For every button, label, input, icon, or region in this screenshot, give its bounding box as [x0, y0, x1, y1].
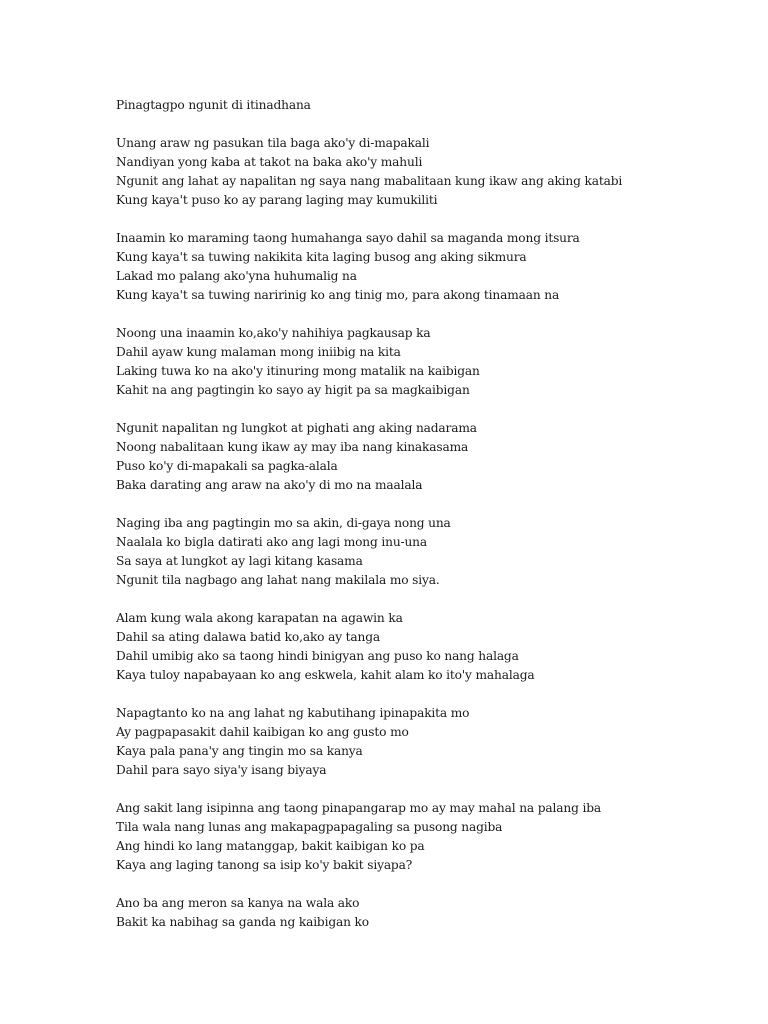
poem-line: Kaya ang laging tanong sa isip ko'y bakit siyapa? — [116, 858, 413, 872]
stanza — [116, 514, 622, 590]
stanza — [116, 134, 622, 210]
poem-line: Laking tuwa ko na ako'y itinuring mong matalik na kaibigan — [116, 364, 480, 378]
stanza — [116, 704, 622, 780]
stanza — [116, 324, 622, 400]
poem-line: Ngunit ang lahat ay napalitan ng saya nang mabalitaan kung ikaw ang aking katabi — [116, 174, 623, 188]
poem-line: Alam kung wala akong karapatan na agawin ka — [116, 611, 403, 625]
stanza — [116, 229, 622, 305]
poem-line: Kung kaya't sa tuwing nakikita kita laging busog ang aking sikmura — [116, 250, 527, 264]
poem-line: Dahil para sayo siya'y isang biyaya — [116, 763, 327, 777]
stanza — [116, 799, 622, 875]
poem-line: Unang araw ng pasukan tila baga ako'y di-mapakali — [116, 136, 430, 150]
poem-line: Dahil umibig ako sa taong hindi binigyan ang puso ko nang halaga — [116, 649, 519, 663]
poem-line: Ano ba ang meron sa kanya na wala ako — [116, 896, 360, 910]
poem-line: Dahil sa ating dalawa batid ko,ako ay tanga — [116, 630, 380, 644]
poem-line: Kahit na ang pagtingin ko sayo ay higit pa sa magkaibigan — [116, 383, 470, 397]
poem-line: Ang hindi ko lang matanggap, bakit kaibigan ko pa — [116, 839, 425, 853]
poem-line: Tila wala nang lunas ang makapagpapagaling sa pusong nagiba — [116, 820, 503, 834]
poem-line: Naging iba ang pagtingin mo sa akin, di-gaya nong una — [116, 516, 451, 530]
poem-line: Bakit ka nabihag sa ganda ng kaibigan ko — [116, 915, 369, 929]
poem-line: Puso ko'y di-mapakali sa pagka-alala — [116, 459, 338, 473]
poem-line: Ngunit napalitan ng lungkot at pighati ang aking nadarama — [116, 421, 477, 435]
poem-line: Ngunit tila nagbago ang lahat nang makilala mo siya. — [116, 573, 440, 587]
poem-title: Pinagtagpo ngunit di itinadhana — [116, 98, 311, 112]
poem-line: Napagtanto ko na ang lahat ng kabutihang ipinapakita mo — [116, 706, 470, 720]
poem-line: Noong nabalitaan kung ikaw ay may iba nang kinakasama — [116, 440, 469, 454]
poem-line: Kung kaya't sa tuwing naririnig ko ang tinig mo, para akong tinamaan na — [116, 288, 560, 302]
poem-line: Inaamin ko maraming taong humahanga sayo dahil sa maganda mong itsura — [116, 231, 580, 245]
poem-line: Sa saya at lungkot ay lagi kitang kasama — [116, 554, 363, 568]
poem-line: Kaya tuloy napabayaan ko ang eskwela, kahit alam ko ito'y mahalaga — [116, 668, 535, 682]
poem-line: Naalala ko bigla datirati ako ang lagi mong inu-una — [116, 535, 427, 549]
stanza — [116, 894, 622, 932]
poem-body — [116, 96, 622, 932]
stanza-list — [116, 134, 622, 932]
poem-line: Kaya pala pana'y ang tingin mo sa kanya — [116, 744, 363, 758]
stanza — [116, 609, 622, 685]
poem-line: Nandiyan yong kaba at takot na baka ako'y mahuli — [116, 155, 423, 169]
poem-line: Ay pagpapasakit dahil kaibigan ko ang gusto mo — [116, 725, 409, 739]
poem-line: Lakad mo palang ako'yna huhumalig na — [116, 269, 357, 283]
poem-line: Baka darating ang araw na ako'y di mo na maalala — [116, 478, 423, 492]
poem-line: Kung kaya't puso ko ay parang laging may kumukiliti — [116, 193, 438, 207]
poem-line: Noong una inaamin ko,ako'y nahihiya pagkausap ka — [116, 326, 431, 340]
poem-line: Dahil ayaw kung malaman mong iniibig na kita — [116, 345, 401, 359]
stanza — [116, 419, 622, 495]
poem-line: Ang sakit lang isipinna ang taong pinapangarap mo ay may mahal na palang iba — [116, 801, 601, 815]
